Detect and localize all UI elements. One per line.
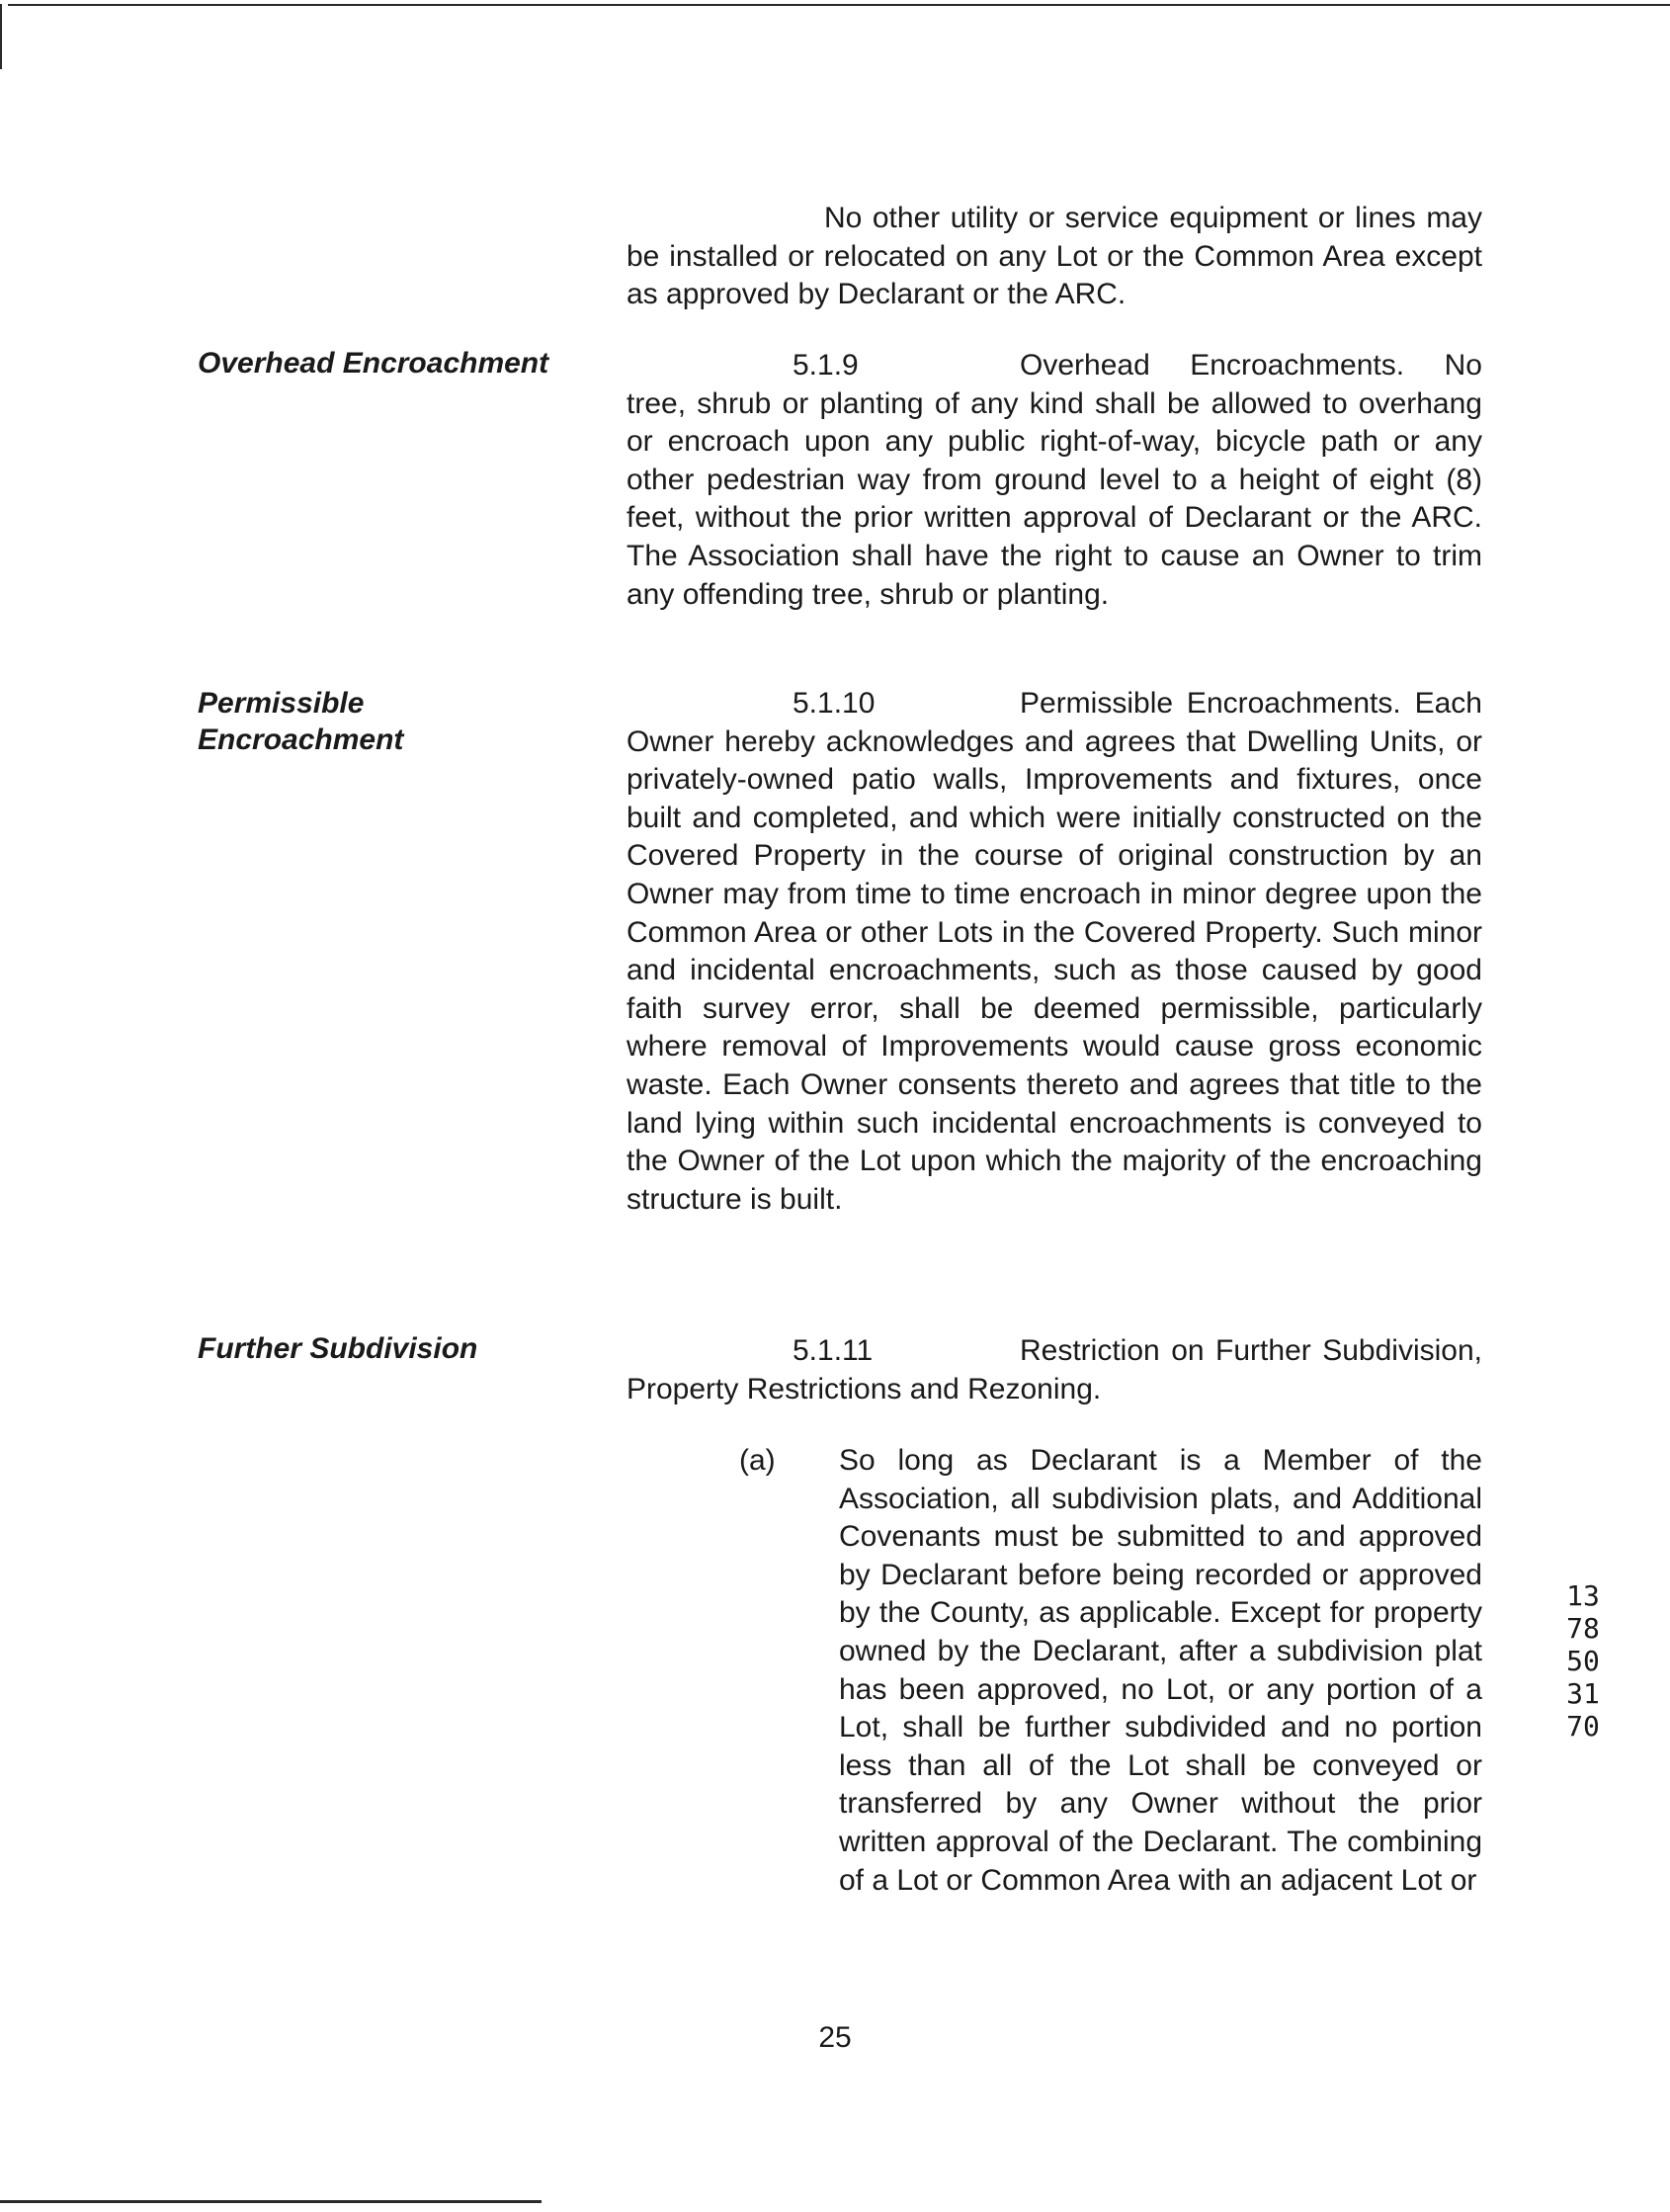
section-title: Overhead Encroachments. — [1020, 349, 1405, 382]
side-heading-permissible-encroachment: Permissible Encroachment — [198, 687, 404, 756]
section-5-1-11 — [626, 1332, 1482, 1408]
intro-paragraph — [626, 200, 1482, 314]
section-number: 5.1.10 — [793, 687, 876, 720]
section-body: Each Owner hereby acknowledges and agrees that Dwelling Units, or privately-owned patio walls, Improvements and fixtures, once built and completed, and which were initially constructed on the Covered Property in the course of original construction by an Owner may from time to time encroach in minor degree upon the Common Area or other Lots in the Covered Property. Such minor and incidental encroachments, such as those caused by good faith survey error, shall be deemed permissible, particularly where removal of Improvements would cause gross economic waste. Each Owner consents thereto and agrees that title to the land lying within such incidental encroachments is conveyed to the Owner of the Lot upon which the majority of the encroaching structure is built. — [626, 687, 1482, 1216]
section-title: Permissible Encroachments. — [1020, 687, 1401, 720]
section-body: No tree, shrub or planting of any kind shall be allowed to overhang or encroach upon any public right-of-way, bicycle path or any other pedestrian way from ground level to a height of eight (8) feet, without the prior written approval of Declarant or the ARC. The Association shall have the right to cause an Owner to trim any offending tree, shrub or planting. — [626, 349, 1482, 611]
list-item-text: So long as Declarant is a Member of the Association, all subdivision plats, and Additional Covenants must be submitted to and approved by Declarant before being recorded or approved by the County, as applicable. Except for property owned by the Declarant, after a subdivision plat has been approved, no Lot, or any portion of a Lot, shall be further subdivided and no portion less than all of the Lot shall be conveyed or transferred by any Owner without the prior written approval of the Declarant. The combining of a Lot or Common Area with an adjacent Lot or — [839, 1444, 1482, 1897]
scan-border-bottom — [0, 2200, 542, 2203]
recording-stamp: 1378503170 — [1566, 1579, 1600, 1743]
section-title: Restriction on Further Subdivision, Property Restrictions and Rezoning. — [626, 1334, 1482, 1405]
side-heading-overhead-encroachment: Overhead Encroachment — [198, 347, 549, 380]
list-item-marker: (a) — [739, 1444, 776, 1477]
side-heading-further-subdivision: Further Subdivision — [198, 1332, 478, 1365]
scan-border-top — [8, 4, 1670, 6]
section-number: 5.1.9 — [793, 349, 859, 382]
intro-text: No other utility or service equipment or lines may be installed or relocated on any Lot or the Common Area except as approved by Declarant or the ARC. — [626, 202, 1482, 311]
page-number: 25 — [818, 2021, 852, 2054]
section-5-1-10 — [626, 685, 1482, 1219]
scan-border-left — [0, 4, 2, 69]
section-number: 5.1.11 — [793, 1334, 874, 1367]
section-5-1-9 — [626, 347, 1482, 614]
